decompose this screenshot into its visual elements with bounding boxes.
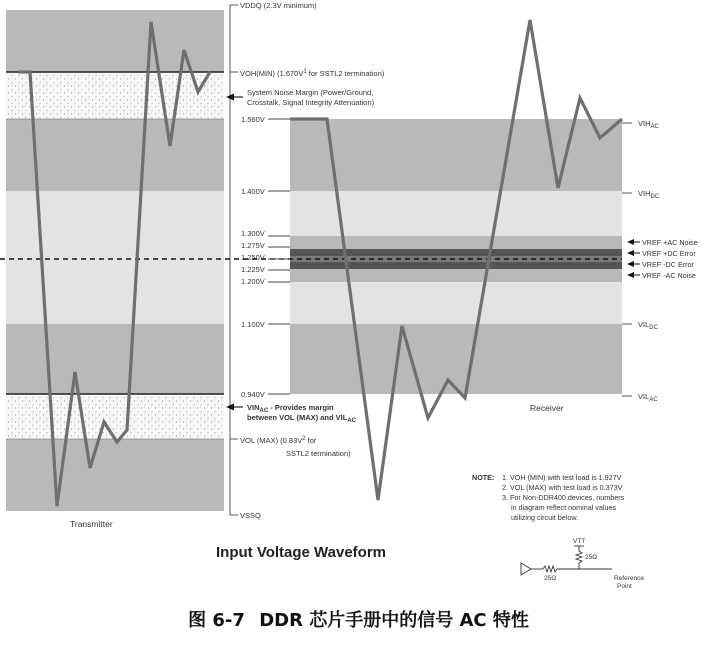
tx-noise-margin-top [6, 72, 224, 119]
transmitter-bands [6, 10, 224, 511]
note-2: 2. VOL (MAX) with test load is 0.373V [502, 483, 623, 492]
transmitter-label: Transmitter [70, 519, 113, 529]
notes-block [472, 473, 625, 522]
rx-band-vil-ac [290, 324, 622, 394]
figure-number: 图 6-7 [188, 610, 245, 631]
label-1560: 1.560V [241, 115, 265, 124]
vtt-label: VTT [573, 538, 586, 545]
tx-noise-margin-bottom [6, 394, 224, 439]
vref-arrows [627, 239, 640, 278]
tx-band-bottom [6, 439, 224, 511]
label-1300: 1.300V [241, 229, 265, 238]
label-1100: 1.100V [241, 320, 265, 329]
vref-labels [642, 238, 698, 280]
label-0940: 0.940V [241, 390, 265, 399]
rx-band-vil-dc [290, 282, 622, 324]
right-ticks [622, 123, 632, 396]
note-3-line1: 3. For Non-DDR400 devices, numbers [502, 493, 625, 502]
arrow-left-icon [627, 250, 634, 256]
figure-caption-text: DDR 芯片手册中的信号 AC 特性 [259, 610, 529, 631]
label-vil-ac: $VIL_{AC}$ [638, 392, 658, 403]
label-vref-ac-noise-pos: VREF +AC Noise [642, 238, 698, 247]
label-1250: 1.250V [241, 253, 265, 262]
label-vohmin: VOH(MIN) ($1.670V^1$ for SSTL2 termination) [240, 69, 385, 78]
rx-band-ac-noise-neg [290, 269, 622, 282]
pullup-resistor-label: 25Ω [585, 554, 598, 561]
tx-band-top [6, 10, 224, 72]
tx-band-vil [6, 324, 224, 394]
series-resistor-icon [543, 566, 557, 572]
arrow-left-icon [627, 272, 634, 278]
label-vddq: VDDQ (2.3V minimum) [240, 1, 317, 10]
circuit-labels [544, 538, 644, 590]
receiver-label: Receiver [530, 403, 564, 413]
rx-band-dc-error-mid [290, 256, 622, 262]
arrow-left-icon [627, 239, 634, 245]
vin-ac-text-1: $VIN_{AC}$ - Provides margin [247, 403, 334, 414]
note-label: NOTE: [472, 473, 495, 482]
noise-margin-text-1: System Noise Margin (Power/Ground, [247, 88, 374, 97]
label-vol-max: VOL (MAX) ($0.83V^2$ for [240, 436, 317, 445]
vin-ac-text-2: between VOL (MAX) and $VIL_{AC}$ [247, 413, 356, 424]
receiver-bands [290, 119, 622, 394]
pullup-resistor-icon [576, 551, 582, 563]
tx-band-vih-ac [6, 119, 224, 191]
label-vref-dc-error-pos: VREF +DC Error [642, 249, 696, 258]
label-vol-max-line2: SSTL2 termination) [286, 449, 351, 458]
termination-circuit [521, 546, 612, 575]
label-vih-dc: $VIH_{DC}$ [638, 189, 660, 200]
noise-margin-annotation [226, 88, 375, 107]
noise-margin-text-2: Crosstalk, Signal Integrity Attenuation) [247, 98, 375, 107]
note-3-line2: in diagram reflect nominal values [511, 503, 617, 512]
arrow-left-icon [627, 261, 634, 267]
label-1275: 1.275V [241, 241, 265, 250]
label-vssq: VSSQ [240, 511, 261, 520]
note-3-line3: utilizing circuit below. [511, 513, 579, 522]
note-1: 1. VOH (MIN) with test load is 1.927V [502, 473, 622, 482]
series-resistor-label: 25Ω [544, 575, 557, 582]
figure-caption [0, 606, 717, 632]
rx-band-ac-noise-pos [290, 236, 622, 249]
diagram-title: Input Voltage Waveform [216, 544, 387, 561]
label-1200: 1.200V [241, 277, 265, 286]
label-1225: 1.225V [241, 265, 265, 274]
label-1400: 1.400V [241, 187, 265, 196]
reference-point-label-2: Point [617, 583, 632, 590]
label-vil-dc: $VIL_{DC}$ [638, 320, 658, 331]
label-vih-ac: $VIH_{AC}$ [638, 119, 659, 130]
label-vref-dc-error-neg: VREF -DC Error [642, 260, 694, 269]
label-vref-ac-noise-neg: VREF -AC Noise [642, 271, 696, 280]
vin-ac-annotation [226, 403, 357, 424]
driver-triangle-icon [521, 563, 531, 575]
reference-point-label-1: Reference [614, 575, 644, 582]
